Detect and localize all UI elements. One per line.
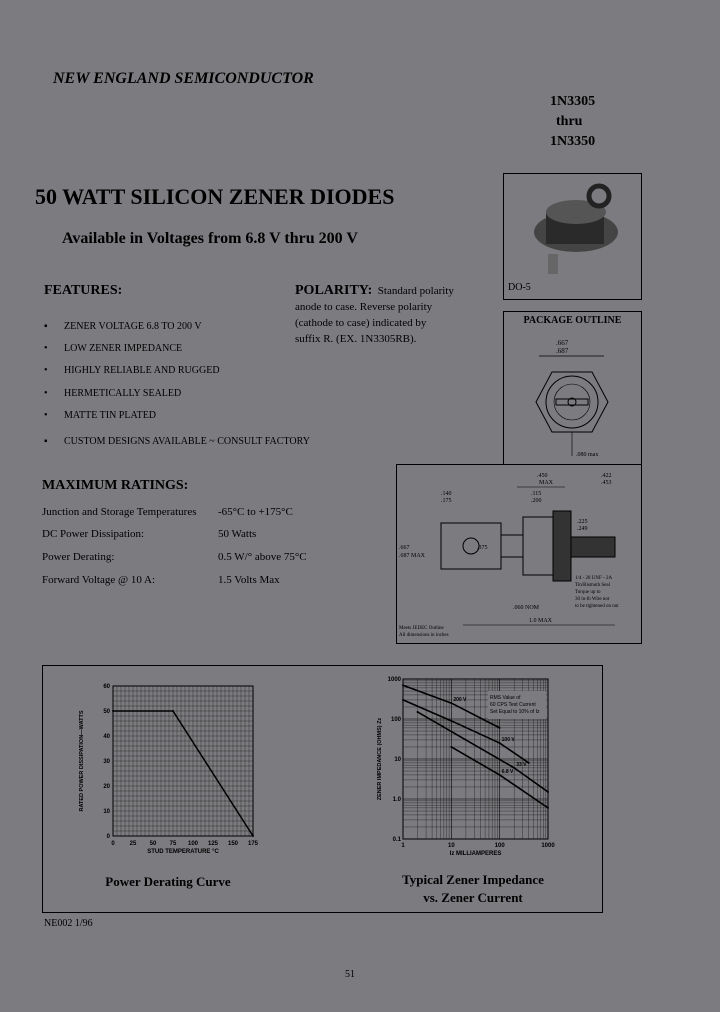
side-view-drawing bbox=[397, 465, 641, 643]
y-tick-label: 1000 bbox=[387, 677, 401, 683]
y-tick-label: 0 bbox=[106, 834, 110, 840]
part-number-end: 1N3350 bbox=[550, 134, 596, 149]
dim-060: .060 NOM bbox=[513, 605, 540, 611]
dim-249: .249 bbox=[577, 526, 588, 532]
impedance-caption-2: vs. Zener Current bbox=[423, 890, 523, 905]
y-tick-label: 50 bbox=[103, 709, 110, 715]
series-label: 200 V bbox=[453, 697, 467, 704]
y-tick-label: 0.1 bbox=[392, 837, 401, 843]
rating-label: Junction and Storage Temperatures bbox=[42, 506, 197, 518]
feature-item: ▪ ZENER VOLTAGE 6.8 TO 200 V bbox=[44, 321, 202, 332]
data-point bbox=[547, 807, 549, 809]
do5-package-image bbox=[504, 174, 641, 299]
dim-667: .667 bbox=[399, 545, 410, 551]
min-dim: .080 max bbox=[576, 452, 599, 458]
data-point bbox=[547, 791, 549, 793]
derating-caption: Power Derating Curve bbox=[105, 874, 231, 889]
package-outline-title: PACKAGE OUTLINE bbox=[523, 315, 622, 326]
data-point bbox=[252, 835, 254, 837]
polarity-heading: POLARITY: bbox=[295, 283, 373, 298]
package-outline-box bbox=[503, 311, 642, 465]
part-number-start: 1N3305 bbox=[550, 94, 596, 109]
features-heading: FEATURES: bbox=[44, 283, 123, 298]
data-point bbox=[499, 774, 501, 776]
feature-item: • HIGHLY RELIABLE AND RUGGED bbox=[44, 365, 220, 376]
series-label: 33 V bbox=[516, 761, 527, 768]
y-tick-label: 20 bbox=[103, 784, 110, 790]
dim-422: .422 bbox=[601, 473, 612, 479]
rating-label: Forward Voltage @ 10 A: bbox=[42, 574, 155, 586]
x-axis-label: STUD TEMPERATURE °C bbox=[147, 849, 219, 855]
data-point bbox=[112, 710, 114, 712]
dim-10max: 1.0 MAX bbox=[529, 618, 553, 624]
rating-label: Power Derating: bbox=[42, 551, 115, 563]
y-tick-label: 30 bbox=[103, 759, 110, 765]
company-name: NEW ENGLAND SEMICONDUCTOR bbox=[53, 70, 314, 87]
rating-value: 0.5 W/° above 75°C bbox=[218, 551, 307, 563]
dim-115: .115 bbox=[531, 491, 542, 497]
zener-impedance-chart bbox=[373, 674, 593, 869]
polarity-block: POLARITY: Standard polarity anode to case. Reverse polarity (cathode to case) indicated by suffix R. (EX. 1N3305RB). bbox=[295, 283, 454, 345]
x-tick-label: 100 bbox=[187, 841, 199, 847]
note-text-line: 60 CPS Test Current bbox=[490, 702, 536, 708]
ratings-heading: MAXIMUM RATINGS: bbox=[42, 478, 189, 493]
dim-max: MAX bbox=[539, 480, 554, 486]
outline-notes: Meets JEDEC Outline All dimensions in inches bbox=[399, 626, 449, 638]
x-tick-label: 100 bbox=[494, 843, 505, 849]
dim-375: .375 bbox=[477, 545, 488, 551]
hex-dim-b: .687 bbox=[556, 347, 569, 355]
x-axis-label: Iz MILLIAMPERES bbox=[449, 851, 502, 857]
rating-value: 50 Watts bbox=[218, 528, 257, 540]
x-tick-label: 0 bbox=[111, 841, 115, 847]
series-label: 100 V bbox=[501, 737, 515, 744]
feature-item: • HERMETICALLY SEALED bbox=[44, 388, 182, 399]
data-point bbox=[528, 762, 530, 764]
x-tick-label: 10 bbox=[447, 843, 455, 849]
x-tick-label: 175 bbox=[247, 841, 259, 847]
data-point bbox=[465, 739, 467, 741]
power-derating-chart bbox=[73, 676, 273, 866]
dim-140: .140 bbox=[441, 491, 452, 497]
dim-687max: .687 MAX bbox=[399, 553, 426, 559]
top-view-drawing bbox=[504, 312, 641, 464]
data-point bbox=[417, 711, 419, 713]
data-point bbox=[402, 684, 404, 686]
data-point bbox=[513, 767, 515, 769]
note-text-line: RMS Value of bbox=[490, 695, 521, 701]
rating-value: -65°C to +175°C bbox=[218, 506, 293, 518]
data-point bbox=[499, 742, 501, 744]
series-label: 6.8 V bbox=[501, 768, 514, 775]
dim-450: .450 bbox=[537, 473, 548, 479]
dim-200: .200 bbox=[531, 498, 542, 504]
y-tick-label: 10 bbox=[394, 757, 401, 763]
feature-item: ▪ CUSTOM DESIGNS AVAILABLE ~ CONSULT FACTORY bbox=[44, 436, 310, 447]
feature-item: • LOW ZENER IMPEDANCE bbox=[44, 343, 183, 354]
y-tick-label: 10 bbox=[103, 809, 110, 815]
y-tick-label: 100 bbox=[390, 717, 401, 723]
y-tick-label: 40 bbox=[103, 734, 110, 740]
hex-dim-a: .667 bbox=[556, 339, 569, 347]
impedance-caption-1: Typical Zener Impedance bbox=[402, 872, 544, 887]
dim-225: .225 bbox=[577, 519, 588, 525]
x-tick-label: 50 bbox=[149, 841, 157, 847]
y-axis-label: RATED POWER DISSIPATION—WATTS bbox=[79, 710, 85, 812]
side-view-box bbox=[396, 464, 642, 644]
x-tick-label: 125 bbox=[207, 841, 219, 847]
y-tick-label: 60 bbox=[103, 684, 110, 690]
charts-box bbox=[42, 665, 603, 913]
page-subtitle: Available in Voltages from 6.8 V thru 200 V bbox=[62, 230, 358, 247]
data-point bbox=[450, 720, 452, 722]
derating-curve bbox=[113, 711, 253, 836]
rating-label: DC Power Dissipation: bbox=[42, 528, 145, 540]
package-photo-box bbox=[503, 173, 642, 300]
data-point bbox=[450, 746, 452, 748]
x-tick-label: 1000 bbox=[541, 843, 555, 849]
doc-code: NE002 1/96 bbox=[44, 918, 93, 929]
dim-175: .175 bbox=[441, 498, 452, 504]
y-tick-label: 1.0 bbox=[392, 797, 401, 803]
do5-label: DO-5 bbox=[508, 282, 531, 293]
note-text-line: Set Equal to 10% of Iz bbox=[490, 709, 540, 715]
data-point bbox=[172, 710, 174, 712]
page-number: 51 bbox=[345, 969, 355, 980]
dim-453: .453 bbox=[601, 480, 612, 486]
part-number-thru: thru bbox=[556, 114, 583, 129]
thread-notes: 1/4 - 28 UNF - 2A Tin/Bismuth Seal Torque up to 30 in-lb Wire not to be tightened on nut bbox=[575, 576, 619, 609]
data-point bbox=[450, 702, 452, 704]
rating-value: 1.5 Volts Max bbox=[218, 574, 280, 586]
page-title: 50 WATT SILICON ZENER DIODES bbox=[35, 184, 395, 209]
x-tick-label: 1 bbox=[401, 843, 405, 849]
data-point bbox=[402, 699, 404, 701]
x-tick-label: 150 bbox=[227, 841, 239, 847]
x-tick-label: 25 bbox=[129, 841, 137, 847]
y-axis-label: ZENER IMPEDANCE (OHMS) Zz bbox=[377, 717, 383, 801]
data-point bbox=[499, 727, 501, 729]
x-tick-label: 75 bbox=[169, 841, 177, 847]
feature-item: • MATTE TIN PLATED bbox=[44, 410, 157, 421]
